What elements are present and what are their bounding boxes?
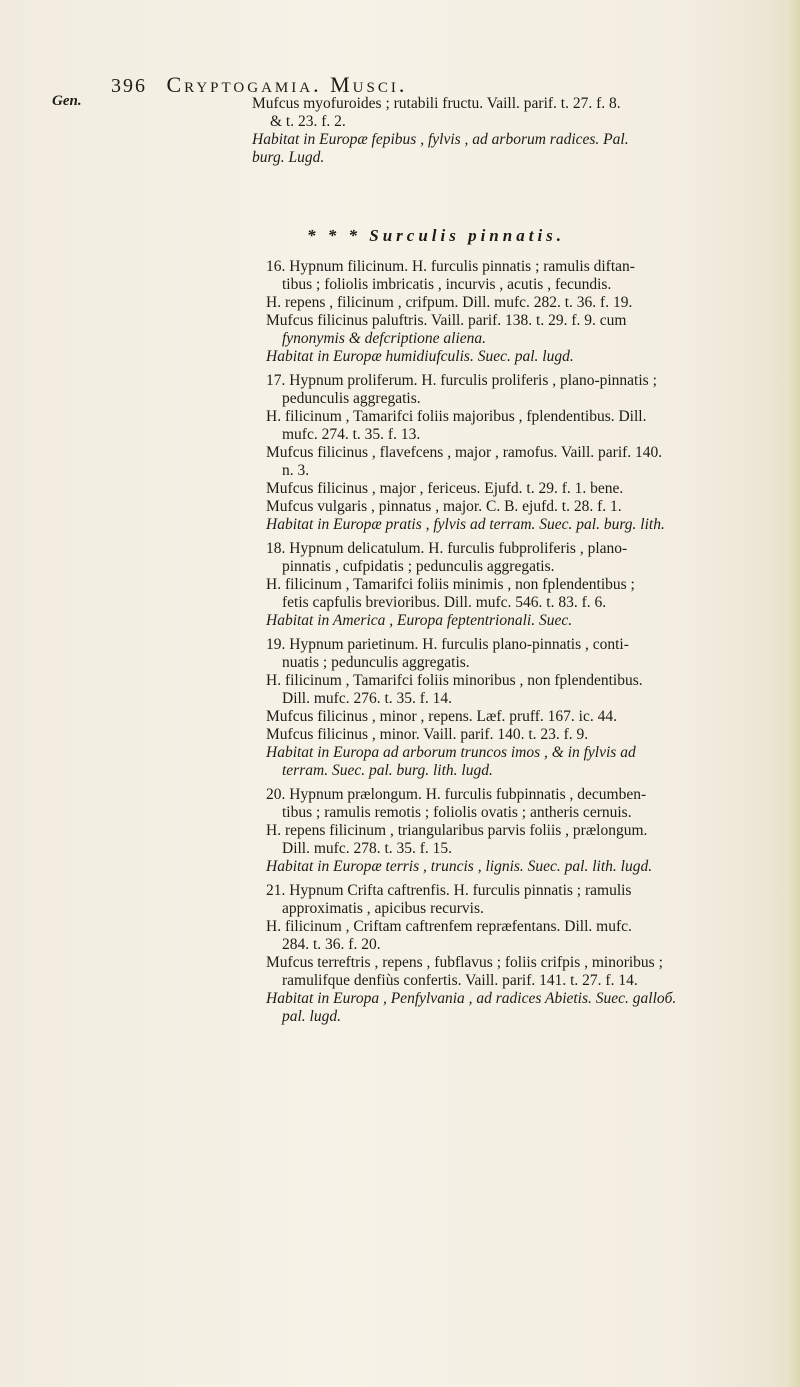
text-line: Mufcus myofuroides ; rutabili fructu. Vaill. parif. t. 27. f. 8. bbox=[252, 95, 621, 112]
text-line: Habitat in Europæ pratis , fylvis ad terram. Suec. pal. burg. lith. bbox=[266, 516, 665, 533]
text-line: Mufcus filicinus , major , fericeus. Ejufd. t. 29. f. 1. bene. bbox=[266, 480, 624, 497]
text-line: Mufcus filicinus , flavefcens , major , ramofus. Vaill. parif. 140. bbox=[266, 444, 663, 461]
text-line: Habitat in Europa ad arborum truncos imos , & in fylvis ad bbox=[266, 744, 636, 761]
text-line: Habitat in Europæ humidiufculis. Suec. pal. lugd. bbox=[266, 348, 574, 365]
page-edge bbox=[772, 0, 800, 1387]
text-line: tibus ; ramulis remotis ; foliolis ovatis ; antheris cernuis. bbox=[282, 804, 632, 821]
text-line: & t. 23. f. 2. bbox=[270, 113, 346, 130]
text-line: mufc. 274. t. 35. f. 13. bbox=[282, 426, 421, 443]
text-line: Habitat in America , Europa feptentrionali. Suec. bbox=[266, 612, 573, 629]
text-line: 16. Hypnum filicinum. H. furculis pinnatis ; ramulis diftan- bbox=[266, 258, 635, 275]
page-number: 396 bbox=[111, 75, 147, 97]
text-line: pedunculis aggregatis. bbox=[282, 390, 421, 407]
text-line: H. repens , filicinum , crifpum. Dill. mufc. 282. t. 36. f. 19. bbox=[266, 294, 633, 311]
text-line: Dill. mufc. 278. t. 35. f. 15. bbox=[282, 840, 453, 857]
text-line: Habitat in Europæ fepibus , fylvis , ad arborum radices. Pal. bbox=[252, 131, 629, 148]
text-line: tibus ; foliolis imbricatis , incurvis , acutis , fecundis. bbox=[282, 276, 612, 293]
text-line: fetis capfulis brevioribus. Dill. mufc. 546. t. 83. f. 6. bbox=[282, 594, 607, 611]
text-line: n. 3. bbox=[282, 462, 310, 479]
page-title: Cryptogamia. Musci. bbox=[166, 72, 408, 97]
text-line: Mufcus vulgaris , pinnatus , major. C. B. ejufd. t. 28. f. 1. bbox=[266, 498, 622, 515]
text-line: H. filicinum , Tamarifci foliis minoribus , non fplendentibus. bbox=[266, 672, 643, 689]
text-line: H. filicinum , Tamarifci foliis minimis , non fplendentibus ; bbox=[266, 576, 635, 593]
text-line: 19. Hypnum parietinum. H. furculis plano-pinnatis , conti- bbox=[266, 636, 629, 653]
text-line: H. filicinum , Criftam caftrenfem repræfentans. Dill. mufc. bbox=[266, 918, 632, 935]
text-line: 18. Hypnum delicatulum. H. furculis fubproliferis , plano- bbox=[266, 540, 628, 557]
text-line: burg. Lugd. bbox=[252, 149, 325, 166]
text-line: Dill. mufc. 276. t. 35. f. 14. bbox=[282, 690, 453, 707]
text-line: ramulifque denfiùs confertis. Vaill. parif. 141. t. 27. f. 14. bbox=[282, 972, 638, 989]
text-line: Mufcus filicinus paluftris. Vaill. parif. 138. t. 29. f. 9. cum bbox=[266, 312, 627, 329]
text-line: Habitat in Europa , Penfylvania , ad radices Abietis. Suec. galloб. bbox=[266, 990, 677, 1007]
text-line: 17. Hypnum proliferum. H. furculis proliferis , plano-pinnatis ; bbox=[266, 372, 657, 389]
text-line: Habitat in Europæ terris , truncis , lignis. Suec. pal. lith. lugd. bbox=[266, 858, 653, 875]
text-line: H. filicinum , Tamarifci foliis majoribus , fplendentibus. Dill. bbox=[266, 408, 647, 425]
section-subheading: * * * Surculis pinnatis. bbox=[307, 226, 566, 245]
text-line: Mufcus terreftris , repens , fubflavus ; foliis crifpis , minoribus ; bbox=[266, 954, 663, 971]
text-line: Mufcus filicinus , minor. Vaill. parif. 140. t. 23. f. 9. bbox=[266, 726, 589, 743]
text-line: Mufcus filicinus , minor , repens. Læf. pruff. 167. ic. 44. bbox=[266, 708, 617, 725]
text-line: nuatis ; pedunculis aggregatis. bbox=[282, 654, 470, 671]
text-line: 284. t. 36. f. 20. bbox=[282, 936, 381, 953]
text-line: terram. Suec. pal. burg. lith. lugd. bbox=[282, 762, 493, 779]
text-line: H. repens filicinum , triangularibus parvis foliis , prælongum. bbox=[266, 822, 648, 839]
text-line: fynonymis & defcriptione aliena. bbox=[282, 330, 487, 347]
text-line: pinnatis , cufpidatis ; pedunculis aggregatis. bbox=[282, 558, 555, 575]
text-line: pal. lugd. bbox=[282, 1008, 341, 1025]
margin-note: Gen. bbox=[52, 93, 82, 109]
text-line: 20. Hypnum prælongum. H. furculis fubpinnatis , decumben- bbox=[266, 786, 647, 803]
text-line: approximatis , apicibus recurvis. bbox=[282, 900, 484, 917]
text-line: 21. Hypnum Crifta caftrenfis. H. furculis pinnatis ; ramulis bbox=[266, 882, 632, 899]
